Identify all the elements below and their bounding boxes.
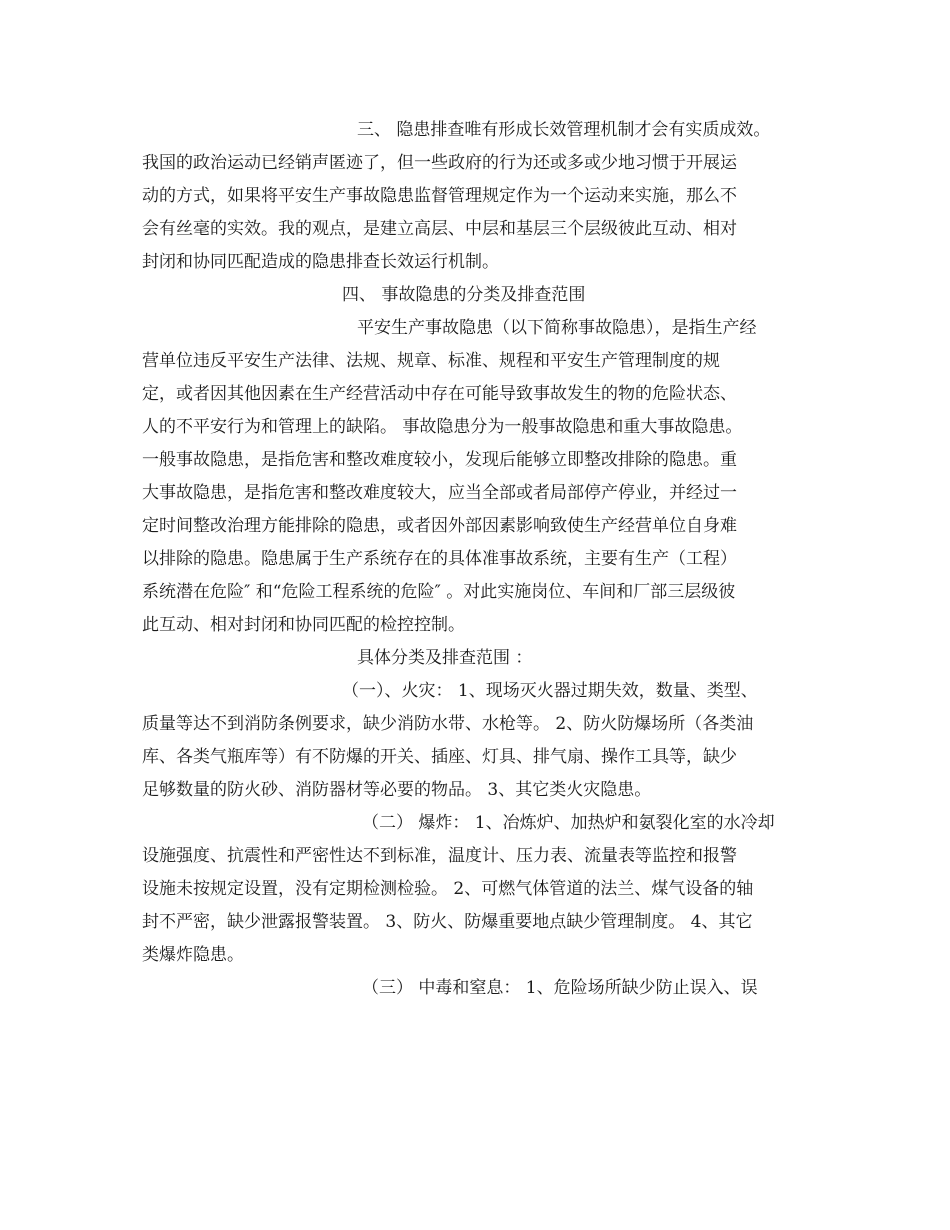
section-heading-4: 四、 事故隐患的分类及排查范围 — [342, 285, 586, 305]
text-line: 设施未按规定设置，没有定期检测检验。 2、可燃气体管道的法兰、煤气设备的轴 — [142, 879, 754, 899]
subheading-classification: 具体分类及排查范围 ： — [357, 648, 533, 668]
text-line: 大事故隐患，是指危害和整改难度较大，应当全部或者局部停产停业，并经过一 — [142, 483, 737, 503]
item-poisoning-lead: （三） 中毒和窒息： 1、危险场所缺少防止误入、误 — [362, 978, 758, 998]
text-line: 动的方式，如果将平安生产事故隐患监督管理规定作为一个运动来实施，那么不 — [142, 186, 737, 206]
text-line: 定时间整改治理方能排除的隐患，或者因外部因素影响致使生产经营单位自身难 — [142, 516, 737, 536]
item-fire-lead: （一）、火灾： 1、现场灭火器过期失效，数量、类型、 — [342, 681, 758, 701]
text-line: 人的不平安行为和管理上的缺陷。 事故隐患分为一般事故隐患和重大事故隐患。 — [142, 417, 743, 437]
text-line: 类爆炸隐患。 — [142, 945, 244, 965]
text-line: 封闭和协同匹配造成的隐患排查长效运行机制。 — [142, 252, 499, 272]
text-line: 我国的政治运动已经销声匿迹了，但一些政府的行为还或多或少地习惯于开展运 — [142, 153, 737, 173]
text-line: 一般事故隐患，是指危害和整改难度较小，发现后能够立即整改排除的隐患。重 — [142, 450, 737, 470]
paragraph-lead-line: 平安生产事故隐患（以下简称事故隐患），是指生产经 — [357, 318, 757, 338]
text-line: 库、各类气瓶库等）有不防爆的开关、插座、灯具、排气扇、操作工具等，缺少 — [142, 747, 737, 767]
document-body — [142, 114, 807, 1005]
item-explosion-lead: （二） 爆炸： 1、冶炼炉、加热炉和氨裂化室的水冷却 — [362, 813, 775, 833]
text-line: 以排除的隐患。隐患属于生产系统存在的具体准事故系统，主要有生产（工程） — [142, 549, 737, 569]
text-line: 会有丝毫的实效。我的观点，是建立高层、中层和基层三个层级彼此互动、相对 — [142, 219, 737, 239]
section-heading-3: 三、 隐患排查唯有形成长效管理机制才会有实质成效。 — [357, 120, 771, 140]
text-line: 系统潜在危险″ 和“危险工程系统的危险″ 。对此实施岗位、车间和厂部三层级彼 — [142, 582, 736, 602]
text-line: 质量等达不到消防条例要求，缺少消防水带、水枪等。 2、防火防爆场所（各类油 — [142, 714, 754, 734]
text-line: 设施强度、抗震性和严密性达不到标准，温度计、压力表、流量表等监控和报警 — [142, 846, 737, 866]
text-line: 营单位违反平安生产法律、法规、规章、标准、规程和平安生产管理制度的规 — [142, 351, 720, 371]
text-line: 此互动、相对封闭和协同匹配的检控控制。 — [142, 615, 465, 635]
text-line: 封不严密，缺少泄露报警装置。 3、防火、防爆重要地点缺少管理制度。 4、其它 — [142, 912, 753, 932]
text-line: 足够数量的防火砂、消防器材等必要的物品。 3、其它类火灾隐患。 — [142, 780, 652, 800]
text-line: 定，或者因其他因素在生产经营活动中存在可能导致事故发生的物的危险状态、 — [142, 384, 737, 404]
